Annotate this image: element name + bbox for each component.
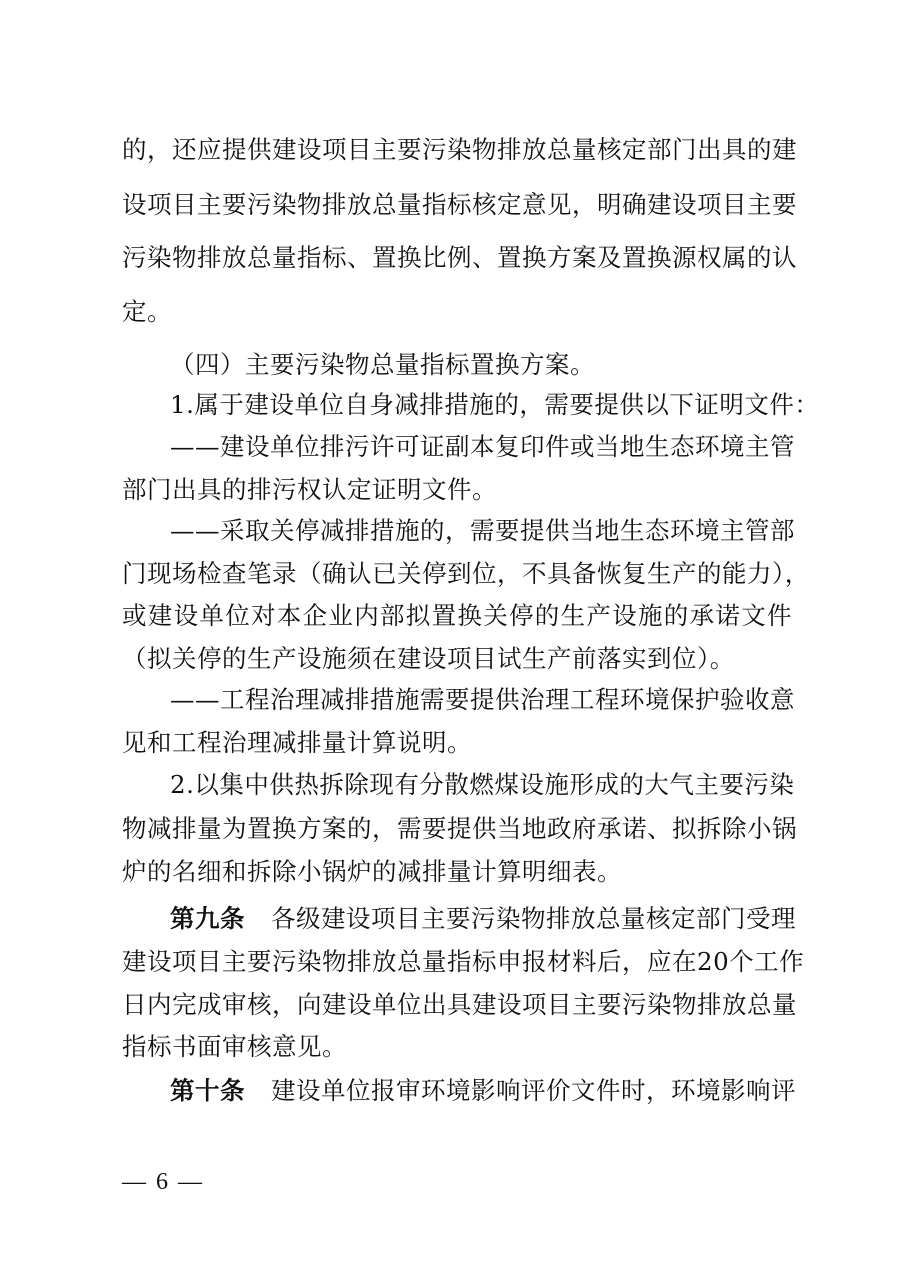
article-9-heading: 第九条 — [170, 904, 245, 933]
text-line: 定。 — [122, 297, 172, 326]
text-line: 建设项目主要污染物排放总量指标申报材料后，应在20个工作 — [122, 947, 805, 976]
section-heading: （四）主要污染物总量指标置换方案。 — [170, 350, 595, 379]
list-item-line: 2.以集中供热拆除现有分散燃煤设施形成的大气主要污染 — [170, 770, 795, 799]
text-line: 设项目主要污染物排放总量指标核定意见，明确建设项目主要 — [122, 190, 797, 219]
article-9-text: 各级建设项目主要污染物排放总量核定部门受理 — [271, 904, 796, 933]
text-line: 或建设单位对本企业内部拟置换关停的生产设施的承诺文件 — [122, 601, 792, 630]
list-item-line: 1.属于建设单位自身减排措施的，需要提供以下证明文件： — [170, 390, 820, 419]
text-line: 部门出具的排污权认定证明文件。 — [122, 475, 497, 504]
text-line: 污染物排放总量指标、置换比例、置换方案及置换源权属的认 — [122, 243, 797, 272]
article-10-heading: 第十条 — [170, 1076, 245, 1105]
article-10-text: 建设单位报审环境影响评价文件时，环境影响评 — [271, 1076, 796, 1105]
text-line: 日内完成审核，向建设单位出具建设项目主要污染物排放总量 — [122, 990, 797, 1019]
list-item-line: ——工程治理减排措施需要提供治理工程环境保护验收意 — [170, 685, 795, 714]
text-line: 见和工程治理减排量计算说明。 — [122, 728, 472, 757]
text-line: 门现场检查笔录（确认已关停到位，不具备恢复生产的能力）， — [122, 559, 810, 588]
page-number: — 6 — — [122, 1169, 204, 1195]
text-line: 物减排量为置换方案的，需要提供当地政府承诺、拟拆除小锅 — [122, 814, 797, 843]
text-line: （拟关停的生产设施须在建设项目试生产前落实到位）。 — [122, 644, 735, 673]
text-line: 的，还应提供建设项目主要污染物排放总量核定部门出具的建 — [122, 135, 797, 164]
list-item-line: ——建设单位排污许可证副本复印件或当地生态环境主管 — [170, 432, 795, 461]
text-line: 指标书面审核意见。 — [122, 1032, 347, 1061]
list-item-line: ——采取关停减排措施的，需要提供当地生态环境主管部 — [170, 516, 795, 545]
text-line: 炉的名细和拆除小锅炉的减排量计算明细表。 — [122, 857, 622, 886]
